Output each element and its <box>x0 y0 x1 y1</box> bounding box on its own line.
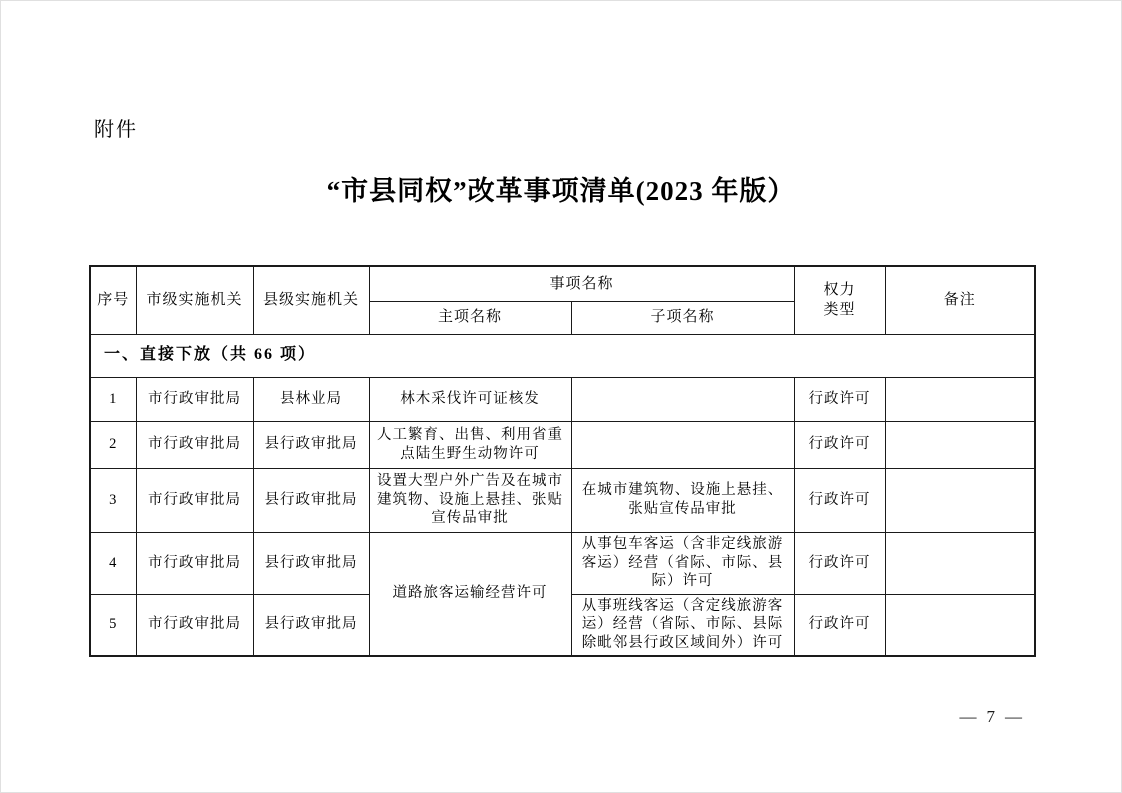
table-row <box>90 468 1035 532</box>
table-row <box>90 532 1035 594</box>
cell-remarks <box>885 532 1035 594</box>
cell-power-type: 行政许可 <box>794 532 885 594</box>
cell-city-agency: 市行政审批局 <box>136 421 253 468</box>
cell-remarks <box>885 377 1035 421</box>
table-body <box>90 334 1035 656</box>
cell-seq: 4 <box>90 532 136 594</box>
cell-county-agency: 县林业局 <box>253 377 369 421</box>
cell-main-item: 设置大型户外广告及在城市建筑物、设施上悬挂、张贴宣传品审批 <box>369 468 571 532</box>
table-header <box>90 266 1035 334</box>
page-number-footer <box>960 707 1023 727</box>
cell-seq: 5 <box>90 594 136 656</box>
table-row <box>90 377 1035 421</box>
footer-dash-right: — <box>1005 707 1022 726</box>
cell-city-agency: 市行政审批局 <box>136 468 253 532</box>
cell-seq: 2 <box>90 421 136 468</box>
header-item-name: 事项名称 <box>369 266 794 301</box>
header-seq: 序号 <box>90 266 136 334</box>
cell-main-item-merged: 道路旅客运输经营许可 <box>369 532 571 656</box>
table-row <box>90 421 1035 468</box>
cell-remarks <box>885 594 1035 656</box>
page-title: “市县同权”改革事项清单(2023 年版） <box>326 176 796 206</box>
cell-sub-item <box>571 421 794 468</box>
attachment-label: 附件 <box>94 119 138 141</box>
cell-remarks <box>885 421 1035 468</box>
cell-county-agency: 县行政审批局 <box>253 421 369 468</box>
reform-items-table <box>89 265 1036 657</box>
header-row-top <box>90 266 1035 301</box>
cell-power-type: 行政许可 <box>794 468 885 532</box>
cell-main-item: 人工繁育、出售、利用省重点陆生野生动物许可 <box>369 421 571 468</box>
cell-seq: 1 <box>90 377 136 421</box>
cell-remarks <box>885 468 1035 532</box>
header-power-type <box>794 266 885 334</box>
header-county-agency: 县级实施机关 <box>253 266 369 334</box>
cell-county-agency: 县行政审批局 <box>253 594 369 656</box>
header-sub-item: 子项名称 <box>571 301 794 334</box>
cell-power-type: 行政许可 <box>794 377 885 421</box>
header-remarks: 备注 <box>885 266 1035 334</box>
header-power-type-line1: 权力 <box>823 281 856 298</box>
cell-sub-item: 在城市建筑物、设施上悬挂、张贴宣传品审批 <box>571 468 794 532</box>
header-main-item: 主项名称 <box>369 301 571 334</box>
header-power-type-line2: 类型 <box>823 301 856 319</box>
footer-dash-left: — <box>959 707 977 726</box>
cell-sub-item: 从事班线客运（含定线旅游客运）经营（省际、市际、县际除毗邻县行政区域间外）许可 <box>571 594 794 656</box>
cell-sub-item <box>571 377 794 421</box>
section-row <box>90 334 1035 377</box>
cell-power-type: 行政许可 <box>794 421 885 468</box>
section-title: 一、直接下放（共 66 项） <box>90 334 1035 377</box>
cell-county-agency: 县行政审批局 <box>253 468 369 532</box>
cell-power-type: 行政许可 <box>794 594 885 656</box>
cell-city-agency: 市行政审批局 <box>136 594 253 656</box>
cell-county-agency: 县行政审批局 <box>253 532 369 594</box>
cell-main-item: 林木采伐许可证核发 <box>369 377 571 421</box>
cell-city-agency: 市行政审批局 <box>136 532 253 594</box>
cell-city-agency: 市行政审批局 <box>136 377 253 421</box>
header-city-agency: 市级实施机关 <box>136 266 253 334</box>
cell-seq: 3 <box>90 468 136 532</box>
page-number: 7 <box>986 707 995 726</box>
cell-sub-item: 从事包车客运（含非定线旅游客运）经营（省际、市际、县际）许可 <box>571 532 794 594</box>
